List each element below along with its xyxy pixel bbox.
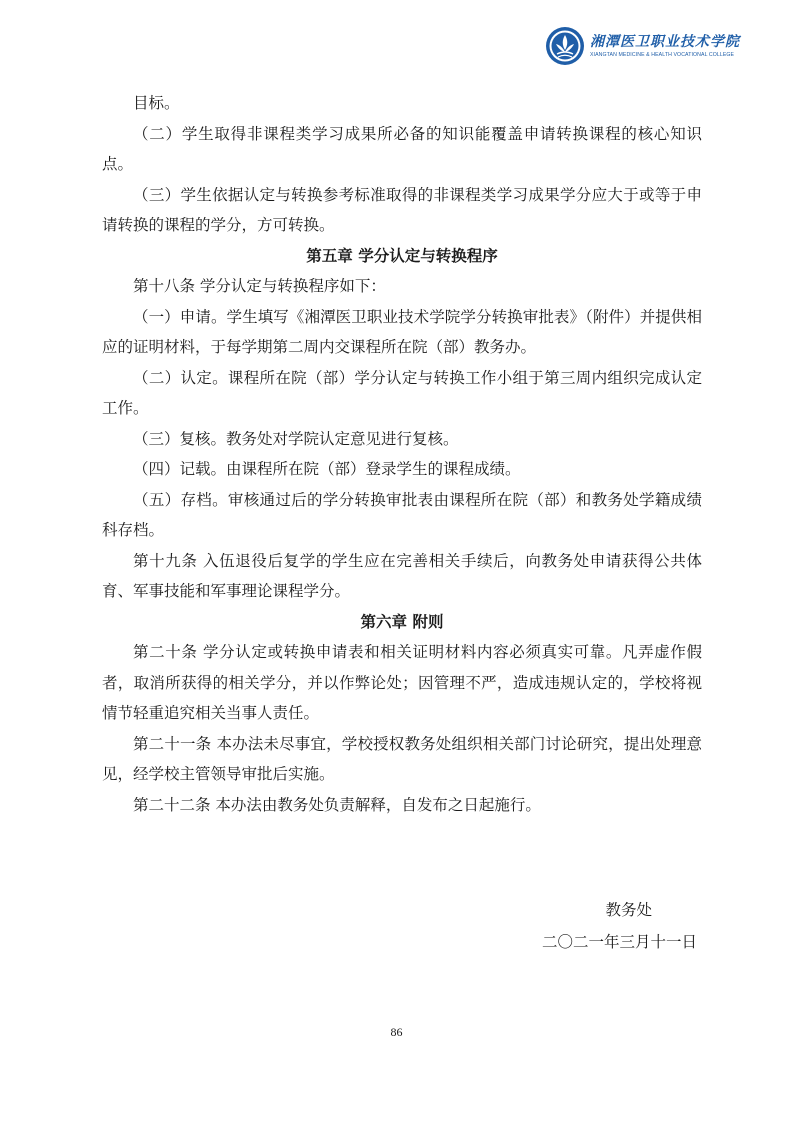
signature-department: 教务处	[605, 901, 652, 919]
step-review: （三）复核。教务处对学院认定意见进行复核。	[133, 429, 459, 448]
step-record: （四）记载。由课程所在院（部）登录学生的课程成绩。	[133, 460, 521, 478]
chapter-5-heading: 第五章 学分认定与转换程序	[306, 246, 498, 265]
paragraph-condition-3: （三）学生依据认定与转换参考标准取得的非课程类学习成果学分应大于或等于申请转换的课程的学分，方可转换。	[102, 185, 702, 234]
article-20: 第二十条 学分认定或转换申请表和相关证明材料内容必须真实可靠。凡弄虚作假者，取消所获得的相关学分，并以作弊论处；因管理不严，造成违规认定的，学校将视情节轻重追究相关当事人责任。	[102, 643, 702, 722]
paragraph-condition-2: （二）学生取得非课程类学习成果所必备的知识能覆盖申请转换课程的核心知识点。	[102, 124, 702, 173]
college-name-en: XIANGTAN MEDICINE & HEALTH VOCATIONAL COLLEGE	[590, 52, 735, 58]
college-name-cn: 湘潭医卫职业技术学院	[590, 34, 740, 50]
step-recognize: （二）认定。课程所在院（部）学分认定与转换工作小组于第三周内组织完成认定工作。	[102, 368, 702, 417]
article-21: 第二十一条 本办法未尽事宜，学校授权教务处组织相关部门讨论研究，提出处理意见，经学校主管领导审批后实施。	[102, 734, 702, 783]
page-number: 86	[390, 1025, 403, 1039]
article-19: 第十九条 入伍退役后复学的学生应在完善相关手续后，向教务处申请获得公共体育、军事技能和军事理论课程学分。	[102, 551, 702, 600]
chapter-6-heading: 第六章 附则	[360, 612, 444, 631]
article-22: 第二十二条 本办法由教务处负责解释，自发布之日起施行。	[133, 795, 541, 814]
step-apply: （一）申请。学生填写《湘潭医卫职业技术学院学分转换审批表》（附件）并提供相应的证明材料，于每学期第二周内交课程所在院（部）教务办。	[102, 307, 702, 356]
step-archive: （五）存档。审核通过后的学分转换审批表由课程所在院（部）和教务处学籍成绩科存档。	[102, 490, 702, 539]
college-emblem-icon	[545, 26, 585, 66]
article-18: 第十八条 学分认定与转换程序如下：	[133, 277, 386, 295]
college-logo	[545, 24, 760, 68]
paragraph-continuation: 目标。	[133, 94, 180, 112]
signature-date: 二〇二一年三月十一日	[541, 933, 697, 951]
document-body	[102, 88, 702, 820]
